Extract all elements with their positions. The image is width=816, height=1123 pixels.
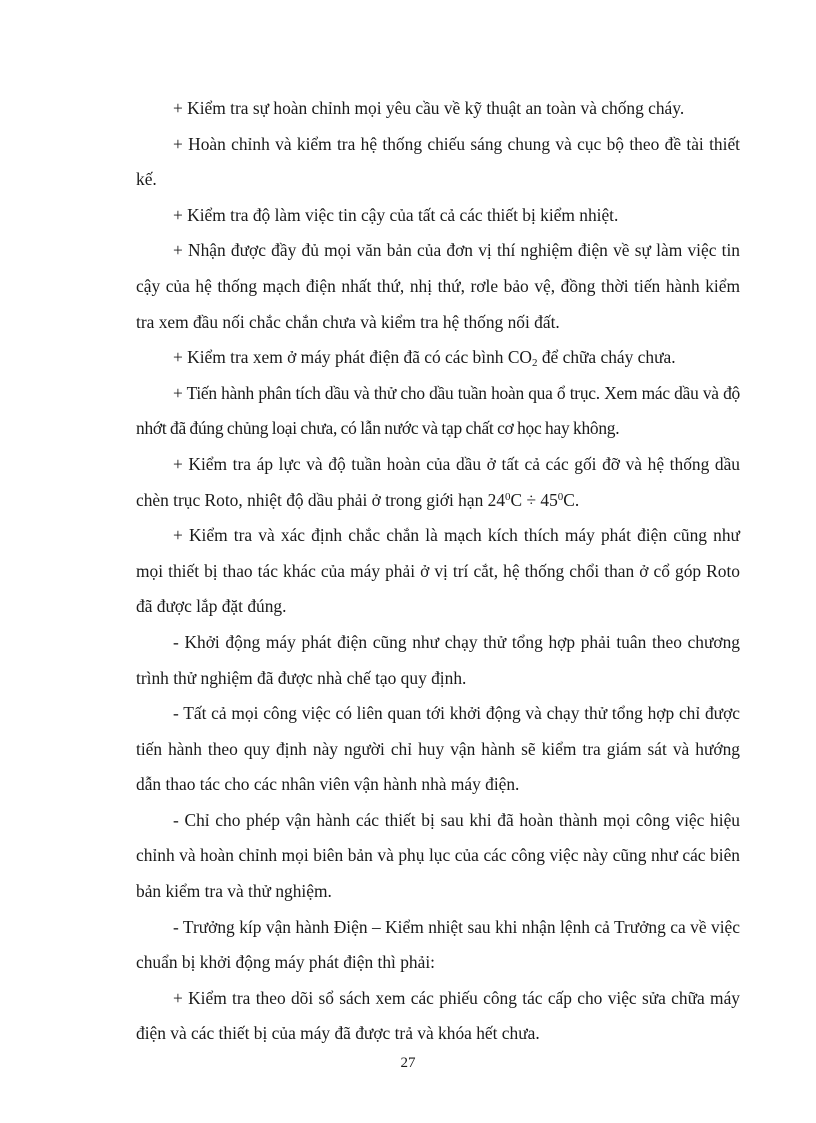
paragraph-shift-leader: - Trưởng kíp vận hành Điện – Kiểm nhiệt sau khi nhận lệnh cả Trưởng ca về việc chuẩn bị khởi động máy phát điện thì phải: [136, 916, 740, 973]
paragraph-oil-analysis: + Tiến hành phân tích dầu và thử cho dầu tuần hoàn qua ổ trục. Xem mác dầu và độ nhớt đã đúng chủng loại chưa, có lẫn nước và tạp chất cơ học hay không. [136, 382, 740, 439]
paragraph-lighting-check: + Hoàn chỉnh và kiểm tra hệ thống chiếu sáng chung và cục bộ theo đề tài thiết kế. [136, 133, 740, 190]
temp-low-unit: C [510, 489, 523, 510]
page-number: 27 [400, 1055, 416, 1071]
temp-end: . [574, 489, 580, 510]
temp-high-unit: C [563, 489, 575, 510]
temp-separator: ÷ [522, 489, 541, 510]
paragraph-test-documents: + Nhận được đầy đủ mọi văn bản của đơn vị thí nghiệm điện về sự làm việc tin cậy của hệ thống mạch điện nhất thứ, nhị thứ, rơle bảo vệ, đồng thời tiến hành kiểm tra xem đầu nối chắc chắn chưa và kiểm tra hệ thống nối đất. [136, 240, 740, 332]
temp-high-value: 45 [540, 489, 558, 510]
paragraph-excitation-check: + Kiểm tra và xác định chắc chắn là mạch kích thích máy phát điện cũng như mọi thiết bị thao tác khác của máy phải ở vị trí cắt, hệ thống chổi than ở cổ góp Roto đã được lắp đặt đúng. [136, 525, 740, 617]
temp-low-degree: 0 [505, 490, 511, 503]
temp-low-value: 24 [487, 489, 506, 510]
document-body [136, 91, 740, 1052]
co2-text-before: + Kiểm tra xem ở máy phát điện đã có các bình CO [173, 347, 532, 368]
paragraph-co2-check [136, 340, 740, 376]
co2-text-after: để chữa cháy chưa. [537, 347, 676, 368]
paragraph-work-permits: + Kiểm tra theo dõi sổ sách xem các phiếu công tác cấp cho việc sửa chữa máy điện và các thiết bị của máy đã được trả và khóa hết chưa. [136, 987, 740, 1044]
paragraph-startup-supervision: - Tất cả mọi công việc có liên quan tới khởi động và chạy thử tổng hợp chỉ được tiến hành theo quy định này người chỉ huy vận hành sẽ kiểm tra giám sát và hướng dẫn thao tác cho các nhân viên vận hành nhà máy điện. [136, 703, 740, 795]
temp-high-degree: 0 [557, 490, 564, 503]
oil-pressure-text: + Kiểm tra áp lực và độ tuần hoàn của dầu ở tất cả các gối đỡ và hệ thống dầu chèn trục Roto, nhiệt độ dầu phải ở trong giới hạn [136, 453, 740, 510]
paragraph-safety-check: + Kiểm tra sự hoàn chỉnh mọi yêu cầu về kỹ thuật an toàn và chống cháy. [173, 98, 685, 118]
paragraph-operation-permission: - Chỉ cho phép vận hành các thiết bị sau khi đã hoàn thành mọi công việc hiệu chỉnh và hoàn chỉnh mọi biên bản và phụ lục của các công việc này cũng như các biên bản kiểm tra và thử nghiệm. [136, 809, 740, 902]
paragraph-thermal-devices: + Kiểm tra độ làm việc tin cậy của tất cả các thiết bị kiểm nhiệt. [173, 204, 619, 225]
paragraph-startup-program: - Khởi động máy phát điện cũng như chạy thử tổng hợp phải tuân theo chương trình thử nghiệm đã được nhà chế tạo quy định. [136, 631, 740, 688]
paragraph-oil-pressure [136, 447, 740, 518]
co2-subscript: 2 [531, 357, 538, 370]
